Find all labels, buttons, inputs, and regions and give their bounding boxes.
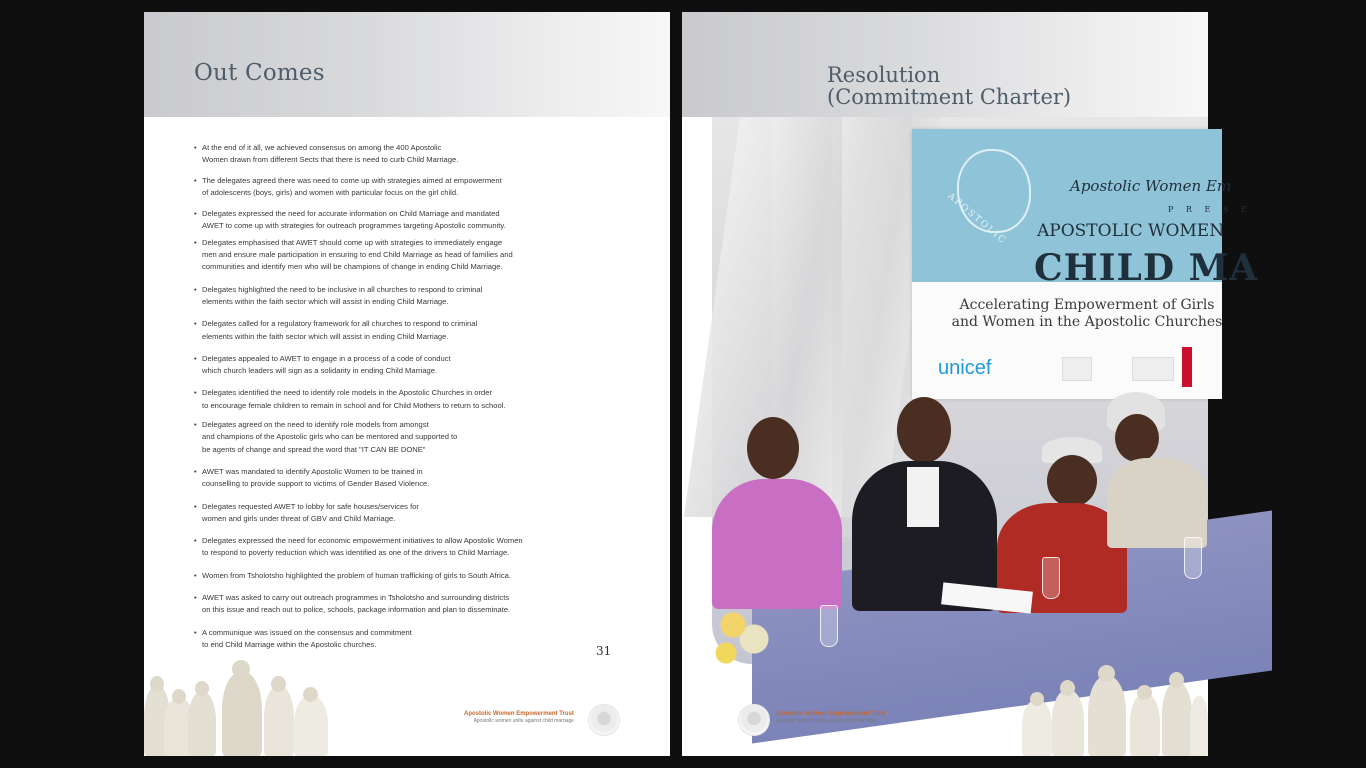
list-item: • AWET was asked to carry out outreach programmes in Tsholotsho and surrounding districts on this issue and reach out to police, schools, package information and plan to disseminate.	[194, 592, 614, 617]
unicef-logo: unicef	[938, 357, 992, 379]
list-item: • Delegates identified the need to identify role models in the Apostolic Churches in order to encourage female children to remain in school and for Child Mothers to return to school.	[194, 387, 614, 412]
woman-head-logo-icon	[957, 149, 1031, 233]
banner-line1: Apostolic Women Em	[1070, 177, 1232, 195]
wine-glass-icon	[1184, 537, 1202, 579]
sponsor-logo-icon	[1132, 357, 1174, 381]
footer-brand	[776, 711, 886, 724]
org-logo-icon	[738, 704, 770, 736]
list-item: • Delegates requested AWET to lobby for safe houses/services for women and girls under threat of GBV and Child Marriage.	[194, 501, 614, 526]
resolution-title-line1: Resolution	[827, 63, 941, 87]
event-photo	[712, 117, 1259, 664]
list-item: • A communique was issued on the consensus and commitment to end Child Marriage within the Apostolic churches.	[194, 627, 614, 652]
list-item: • Delegates emphasised that AWET should come up with strategies to immediately engage men and ensure male participation in ensuring to end Child Marriage as head of families and communities and identify men who will be champions of change in ending Child Marriage.	[194, 237, 614, 274]
banner-line2: P R E S E	[1168, 205, 1252, 214]
wine-glass-icon	[1042, 557, 1060, 599]
banner-line4: CHILD MA	[1034, 247, 1259, 289]
event-banner	[912, 129, 1259, 399]
page-title: Out Comes	[194, 60, 325, 86]
org-tagline: Apostolic women unite against child marriage	[473, 718, 574, 724]
banner-subtitle	[947, 297, 1227, 331]
footer-silhouettes	[144, 664, 344, 756]
list-item: • Delegates expressed the need for economic empowerment initiatives to allow Apostolic Women to respond to poverty reduction which was identified as one of the drivers to Child Marriage.	[194, 535, 614, 560]
banner-subtitle-line2: and Women in the Apostolic Churches	[951, 314, 1223, 330]
list-item: • Delegates expressed the need for accurate information on Child Marriage and mandated AWET to come up with strategies for outreach programmes targeting Apostolic community.	[194, 208, 614, 233]
org-logo-icon	[588, 704, 620, 736]
banner-arc-text: APOSTOLIC	[945, 191, 1009, 247]
list-item: • Delegates agreed on the need to identify role models from amongst and champions of the Apostolic girls who can be mentored and supported to be agents of change and spread the word that "IT CAN BE DONE"	[194, 419, 614, 456]
outcomes-list	[194, 142, 614, 651]
wine-glass-icon	[820, 605, 838, 647]
flowers	[712, 597, 782, 667]
sponsor-logo-icon	[1062, 357, 1092, 381]
org-name: Apostolic Women Empowerment Trust	[464, 711, 574, 717]
left-page	[144, 12, 670, 756]
list-item: • The delegates agreed there was need to come up with strategies aimed at empowerment of adolescents (boys, girls) and women with particular focus on the girl child.	[194, 175, 614, 200]
list-item: • AWET was mandated to identify Apostolic Women to be trained in counselling to provide support to victims of Gender Based Violence.	[194, 466, 614, 491]
banner-line3: APOSTOLIC WOMEN	[1037, 221, 1225, 241]
banner-subtitle-line1: Accelerating Empowerment of Girls	[959, 297, 1215, 313]
footer-brand	[464, 711, 574, 724]
org-name: Apostolic Women Empowerment Trust	[776, 711, 886, 717]
right-page	[682, 12, 1259, 756]
list-item: • Delegates appealed to AWET to engage in a process of a code of conduct which church leaders will sign as a solidarity in ending Child Marriage.	[194, 353, 614, 378]
footer-silhouettes	[1022, 664, 1208, 756]
list-item: • Women from Tsholotsho highlighted the problem of human trafficking of girls to South Africa.	[194, 570, 614, 582]
resolution-title	[827, 64, 1071, 108]
page-number: 31	[596, 644, 612, 658]
resolution-title-line2: (Commitment Charter)	[827, 85, 1072, 109]
list-item: • At the end of it all, we achieved consensus on among the 400 Apostolic Women drawn from different Sects that there is need to curb Child Marriage.	[194, 142, 614, 167]
list-item: • Delegates highlighted the need to be inclusive in all churches to respond to criminal elements within the faith sector which will assist in ending Child Marriage.	[194, 284, 614, 309]
flag-icon	[1182, 347, 1192, 387]
list-item: • Delegates called for a regulatory framework for all churches to respond to criminal elements within the faith sector which will assist in ending Child Marriage.	[194, 318, 614, 343]
org-tagline: Apostolic women unite against child marriage	[776, 718, 877, 724]
